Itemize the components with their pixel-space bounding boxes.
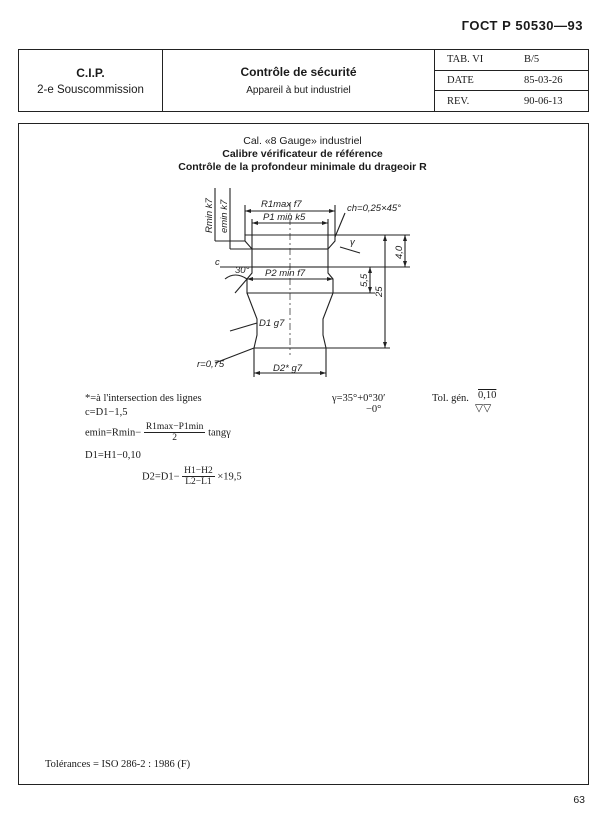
- note-intersection: *=à l'intersection des lignes: [85, 393, 202, 404]
- dim-d2: D2* g7: [273, 363, 303, 374]
- tol-gen-value: 0,10: [478, 390, 497, 401]
- page-number: 63: [573, 794, 585, 806]
- emin-fraction: [144, 422, 206, 444]
- d1-formula: D1=H1−0,10: [85, 450, 141, 461]
- header-org-cell: [19, 50, 163, 111]
- meta-label: DATE: [447, 75, 474, 86]
- dim-c: c: [215, 257, 220, 268]
- dim-25: 25: [374, 286, 385, 297]
- meta-row-date: [435, 71, 588, 92]
- document-title: Contrôle de sécurité: [240, 65, 357, 79]
- dim-chamfer: ch=0,25×45°: [347, 203, 401, 214]
- dim-r1max: R1max f7: [261, 199, 302, 210]
- dim-5-5: 5,5: [359, 273, 370, 287]
- dim-radius: r=0,75: [197, 359, 225, 370]
- dim-4-0: 4,0: [394, 245, 405, 259]
- caption-calibre: Calibre vérificateur de référence: [222, 148, 383, 160]
- d2-formula: [142, 466, 242, 488]
- gamma-lower-tolerance: −0°: [366, 404, 382, 415]
- emin-denominator: 2: [172, 433, 177, 444]
- subcommission: 2-e Souscommission: [37, 83, 144, 96]
- dim-gamma: γ: [350, 237, 355, 248]
- dim-d1: D1 g7: [259, 318, 285, 329]
- technical-drawing: [195, 183, 425, 383]
- org-name: C.I.P.: [76, 65, 105, 80]
- d2-fraction: [182, 466, 215, 488]
- d2-right: ×19,5: [217, 471, 242, 483]
- header-title-cell: [163, 50, 435, 111]
- meta-row-rev: [435, 91, 588, 111]
- document-subtitle: Appareil à but industriel: [246, 85, 351, 96]
- c-formula: c=D1−1,5: [85, 407, 128, 418]
- d2-numerator: H1−H2: [184, 466, 213, 476]
- d2-denominator: L2−L1: [185, 477, 212, 488]
- tolerances-note: Tolérances = ISO 286-2 : 1986 (F): [45, 759, 191, 770]
- standard-number: ГОСТ Р 50530—93: [461, 18, 583, 33]
- dim-rmin: Rmin k7: [204, 198, 215, 233]
- tol-gen-surface-symbol: ▽▽: [475, 403, 492, 414]
- emin-right: tangγ: [208, 427, 231, 439]
- dim-emin: emin k7: [219, 199, 230, 233]
- emin-formula: [85, 422, 231, 444]
- dim-30deg: 30°: [235, 265, 250, 276]
- caption-gauge: Cal. «8 Gauge» industriel: [243, 135, 362, 147]
- header-block: [18, 49, 589, 112]
- emin-left: emin=Rmin−: [85, 427, 142, 439]
- meta-value: 90-06-13: [524, 95, 563, 107]
- meta-value: B/5: [524, 54, 540, 66]
- gamma-formula: γ=35°+0°30′: [332, 393, 386, 404]
- header-meta-cell: [435, 50, 588, 111]
- dim-p1min: P1 min k5: [263, 212, 306, 223]
- emin-numerator: R1max−P1min: [145, 422, 204, 432]
- meta-value: 85-03-26: [524, 75, 563, 86]
- d2-left: D2=D1−: [142, 471, 180, 483]
- dim-p2min: P2 min f7: [265, 268, 306, 279]
- meta-row-tab: [435, 50, 588, 71]
- tol-gen-label: Tol. gén.: [432, 393, 469, 404]
- meta-label: TAB. VI: [447, 54, 484, 66]
- meta-label: REV.: [447, 95, 470, 107]
- caption-control: Contrôle de la profondeur minimale du drageoir R: [178, 161, 427, 173]
